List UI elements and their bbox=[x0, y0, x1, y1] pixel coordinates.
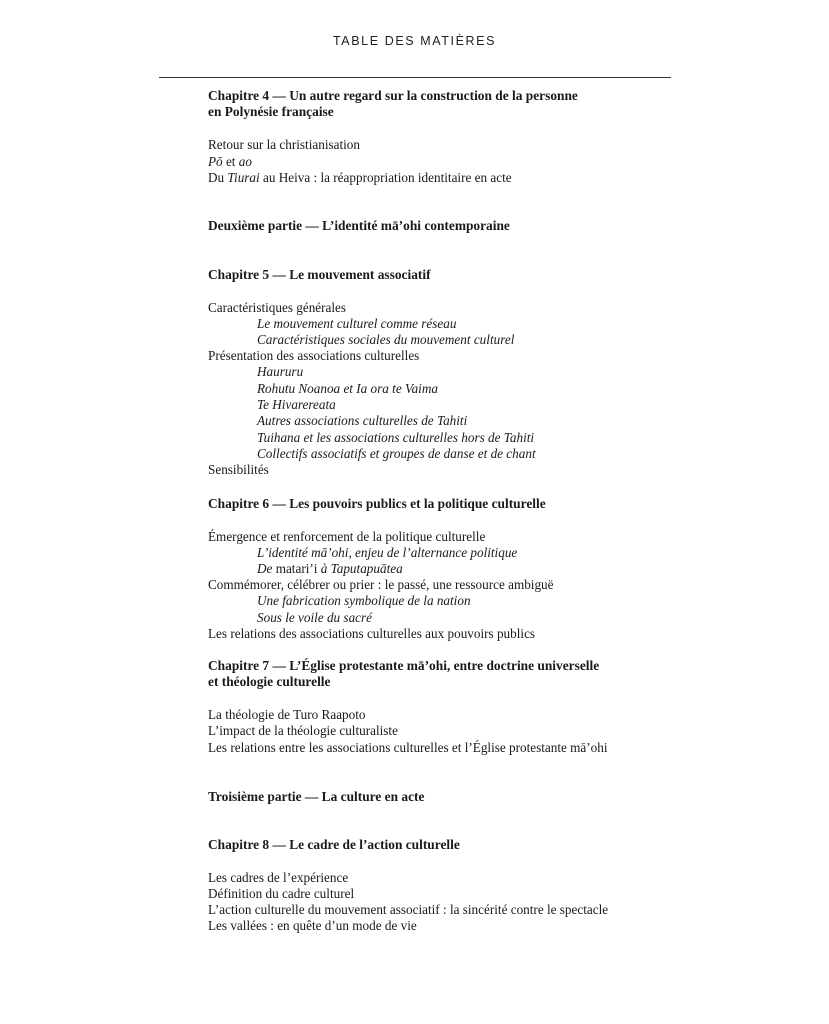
toc-subentry[interactable] bbox=[257, 561, 403, 577]
toc-entry[interactable]: Les vallées : en quête d’un mode de vie bbox=[208, 918, 417, 933]
toc-entry[interactable]: Les cadres de l’expérience bbox=[208, 870, 349, 885]
toc-entry[interactable]: Sensibilités bbox=[208, 462, 269, 477]
toc-subentry[interactable]: Sous le voile du sacré bbox=[257, 610, 372, 625]
toc-subentry[interactable]: Autres associations culturelles de Tahiti bbox=[257, 413, 468, 428]
part-2-title[interactable]: Deuxième partie — L’identité mā’ohi contemporaine bbox=[208, 218, 510, 233]
toc-subentry[interactable]: Collectifs associatifs et groupes de danse et de chant bbox=[257, 446, 536, 461]
toc-subentry[interactable]: Le mouvement culturel comme réseau bbox=[257, 316, 457, 331]
entry-em: à Taputapuātea bbox=[317, 561, 403, 576]
chapter-4-title-cont[interactable]: en Polynésie française bbox=[208, 104, 334, 119]
toc-entry[interactable]: Les relations entre les associations culturelles et l’Église protestante mā’ohi bbox=[208, 740, 608, 755]
toc-subentry[interactable]: Te Hivarereata bbox=[257, 397, 336, 412]
chapter-6-title[interactable]: Chapitre 6 — Les pouvoirs publics et la politique culturelle bbox=[208, 496, 546, 511]
chapter-8-title[interactable]: Chapitre 8 — Le cadre de l’action culturelle bbox=[208, 837, 460, 852]
chapter-7-title-cont[interactable]: et théologie culturelle bbox=[208, 674, 331, 689]
toc-subentry[interactable]: Haururu bbox=[257, 364, 304, 379]
entry-text: matari’i bbox=[275, 561, 318, 576]
toc-entry[interactable]: Présentation des associations culturelles bbox=[208, 348, 420, 363]
toc-entry[interactable]: L’action culturelle du mouvement associatif : la sincérité contre le spectacle bbox=[208, 902, 609, 917]
toc-entry[interactable] bbox=[208, 170, 512, 186]
toc-subentry[interactable]: Une fabrication symbolique de la nation bbox=[257, 593, 471, 608]
entry-em: Tiurai bbox=[227, 170, 260, 185]
entry-em: ao bbox=[238, 154, 252, 169]
part-3-title[interactable]: Troisième partie — La culture en acte bbox=[208, 789, 425, 804]
entry-em: De bbox=[257, 561, 276, 576]
chapter-5-title[interactable]: Chapitre 5 — Le mouvement associatif bbox=[208, 267, 431, 282]
toc-entry[interactable]: Émergence et renforcement de la politique culturelle bbox=[208, 529, 486, 544]
toc-subentry[interactable]: L’identité mā’ohi, enjeu de l’alternance politique bbox=[257, 545, 518, 560]
chapter-7-title[interactable]: Chapitre 7 — L’Église protestante mā’ohi, entre doctrine universelle bbox=[208, 658, 600, 673]
toc-entry[interactable]: Les relations des associations culturelles aux pouvoirs publics bbox=[208, 626, 536, 641]
toc-entry[interactable]: Retour sur la christianisation bbox=[208, 137, 360, 152]
running-head: TABLE DES MATIÈRES bbox=[332, 34, 497, 48]
toc-entry[interactable]: L’impact de la théologie culturaliste bbox=[208, 723, 398, 738]
toc-subentry[interactable]: Caractéristiques sociales du mouvement culturel bbox=[257, 332, 515, 347]
toc-entry[interactable]: La théologie de Turo Raapoto bbox=[208, 707, 366, 722]
toc-subentry[interactable]: Rohutu Noanoa et Ia ora te Vaima bbox=[257, 381, 438, 396]
toc-entry[interactable] bbox=[208, 154, 252, 170]
entry-text: Du bbox=[208, 170, 228, 185]
toc-entry[interactable]: Commémorer, célébrer ou prier : le passé, une ressource ambiguë bbox=[208, 577, 554, 592]
toc-subentry[interactable]: Tuihana et les associations culturelles hors de Tahiti bbox=[257, 430, 535, 445]
toc-entry[interactable]: Caractéristiques générales bbox=[208, 300, 347, 315]
chapter-4-title[interactable]: Chapitre 4 — Un autre regard sur la construction de la personne bbox=[208, 88, 578, 103]
entry-text: et bbox=[222, 154, 239, 169]
entry-em: Pō bbox=[208, 154, 223, 169]
toc-entry[interactable]: Définition du cadre culturel bbox=[208, 886, 355, 901]
entry-text: au Heiva : la réappropriation identitaire en acte bbox=[259, 170, 512, 185]
